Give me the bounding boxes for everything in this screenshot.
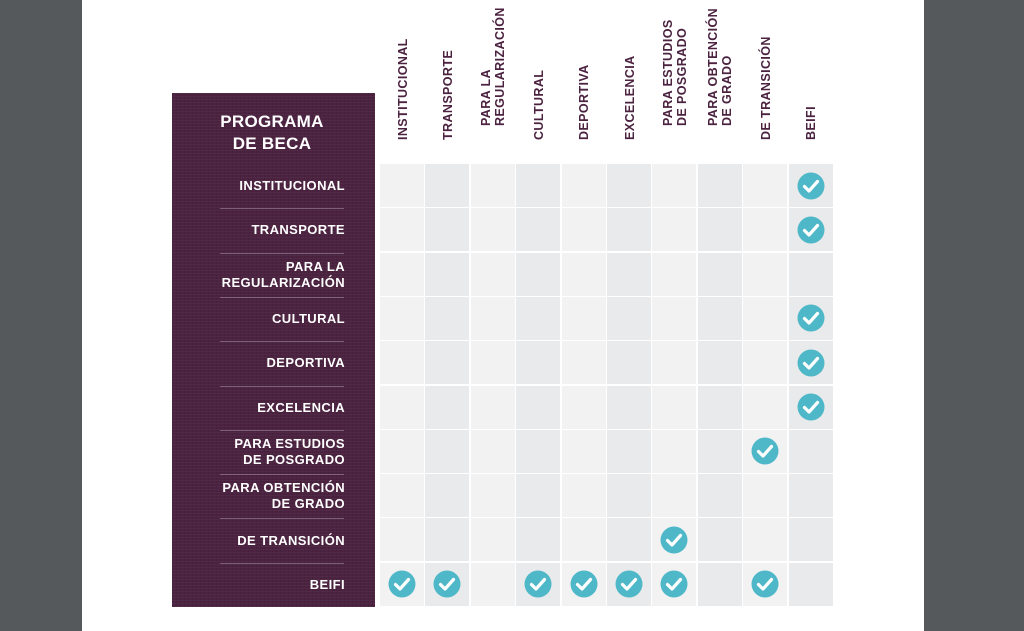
matrix-cell (652, 518, 696, 561)
matrix-cell (380, 208, 424, 251)
matrix-cell (607, 164, 651, 207)
matrix-cell (471, 297, 515, 340)
matrix-cell (698, 208, 742, 251)
matrix-cell (789, 563, 833, 606)
check-circle-icon (797, 216, 825, 244)
matrix-cell (789, 297, 833, 340)
matrix-cell (471, 474, 515, 517)
column-header (607, 0, 652, 160)
check-circle-icon (388, 570, 416, 598)
matrix-cell (652, 164, 696, 207)
matrix-cell (652, 430, 696, 473)
column-header-label: TRANSPORTE (440, 49, 455, 140)
check-circle-icon (797, 393, 825, 421)
check-circle-icon (660, 570, 688, 598)
check-circle-icon (524, 570, 552, 598)
row-divider (220, 386, 344, 387)
matrix-cell (743, 208, 787, 251)
matrix-cell (698, 563, 742, 606)
matrix-cell (607, 208, 651, 251)
matrix-cell (516, 386, 560, 429)
column-header-label: BEIFI (804, 106, 819, 140)
matrix-cell (607, 430, 651, 473)
row-divider (220, 563, 344, 564)
column-header-label: PARA ESTUDIOS DE POSGRADO (660, 19, 689, 126)
check-circle-icon (797, 304, 825, 332)
column-header (471, 0, 516, 160)
matrix-cell (607, 474, 651, 517)
matrix-cell (698, 474, 742, 517)
matrix-cell (562, 474, 606, 517)
row-header-label: BEIFI (309, 576, 345, 592)
row-divider (220, 297, 344, 298)
matrix-cell (607, 386, 651, 429)
row-header-label: EXCELENCIA (257, 399, 345, 415)
matrix-cell (743, 164, 787, 207)
matrix-cell (471, 341, 515, 384)
matrix-cell (425, 253, 469, 296)
row-header-label: DEPORTIVA (266, 355, 345, 371)
matrix-cell (743, 430, 787, 473)
matrix-cell (698, 430, 742, 473)
matrix-cell (789, 430, 833, 473)
matrix-cell (425, 518, 469, 561)
check-circle-icon (751, 570, 779, 598)
matrix-cell (743, 341, 787, 384)
matrix-cell (516, 164, 560, 207)
column-header (743, 0, 788, 160)
row-header-label: CULTURAL (272, 311, 345, 327)
column-header-label: INSTITUCIONAL (395, 38, 410, 140)
matrix-cell (425, 474, 469, 517)
matrix-cell (652, 297, 696, 340)
document-page (82, 0, 924, 631)
matrix-cell (562, 518, 606, 561)
column-header-label: DE TRANSICIÓN (758, 36, 773, 140)
matrix-cell (698, 341, 742, 384)
matrix-cell (743, 518, 787, 561)
row-divider (220, 474, 344, 475)
row-divider (220, 430, 344, 431)
matrix-cell (607, 253, 651, 296)
matrix-cell (698, 164, 742, 207)
matrix-cell (516, 253, 560, 296)
scholarship-compatibility-matrix (82, 0, 924, 631)
matrix-cell (380, 341, 424, 384)
column-header (652, 0, 697, 160)
matrix-cell (471, 164, 515, 207)
matrix-cell (380, 430, 424, 473)
matrix-cell (652, 341, 696, 384)
matrix-cell (652, 563, 696, 606)
column-header (425, 0, 470, 160)
column-header-label: PARA OBTENCIÓN DE GRADO (706, 7, 735, 126)
matrix-cell (380, 386, 424, 429)
matrix-cell (789, 518, 833, 561)
row-header-label: PARA LA REGULARIZACIÓN (221, 258, 345, 290)
matrix-cell (652, 386, 696, 429)
matrix-cell (789, 164, 833, 207)
matrix-cell (607, 563, 651, 606)
check-circle-icon (433, 570, 461, 598)
column-header-label: EXCELENCIA (622, 55, 637, 140)
matrix-cell (516, 474, 560, 517)
matrix-cell (652, 253, 696, 296)
matrix-cell (698, 253, 742, 296)
matrix-cell (743, 297, 787, 340)
matrix-cell (380, 253, 424, 296)
matrix-cell (562, 386, 606, 429)
matrix-cell (789, 386, 833, 429)
matrix-cell (471, 563, 515, 606)
matrix-cell (743, 474, 787, 517)
matrix-cell (652, 208, 696, 251)
row-header-label: PARA ESTUDIOS DE POSGRADO (234, 435, 345, 467)
matrix-cell (425, 208, 469, 251)
check-circle-icon (570, 570, 598, 598)
matrix-cell (425, 386, 469, 429)
matrix-cell (562, 563, 606, 606)
column-header-label: CULTURAL (531, 69, 546, 140)
matrix-cell (743, 563, 787, 606)
matrix-cell (516, 518, 560, 561)
column-header-label: DEPORTIVA (577, 64, 592, 140)
row-header-label: PARA OBTENCIÓN DE GRADO (222, 480, 345, 512)
row-header-label: TRANSPORTE (251, 222, 345, 238)
check-circle-icon (615, 570, 643, 598)
row-header-label: DE TRANSICIÓN (237, 532, 345, 548)
matrix-cell (789, 208, 833, 251)
matrix-cell (743, 253, 787, 296)
check-circle-icon (797, 172, 825, 200)
matrix-cell (652, 474, 696, 517)
matrix-cell (380, 563, 424, 606)
matrix-cell (789, 253, 833, 296)
matrix-cell (471, 518, 515, 561)
matrix-cell (562, 208, 606, 251)
matrix-cell (607, 297, 651, 340)
column-header (789, 0, 834, 160)
matrix-cell (743, 386, 787, 429)
row-header-label: INSTITUCIONAL (239, 178, 345, 194)
matrix-cell (471, 430, 515, 473)
matrix-cell (698, 518, 742, 561)
matrix-cell (562, 297, 606, 340)
matrix-cell (425, 297, 469, 340)
matrix-cell (516, 297, 560, 340)
matrix-cell (380, 297, 424, 340)
matrix-cell (425, 164, 469, 207)
matrix-cell (789, 474, 833, 517)
row-divider (220, 518, 344, 519)
matrix-cell (607, 518, 651, 561)
matrix-cell (562, 253, 606, 296)
matrix-cell (471, 253, 515, 296)
matrix-cell (516, 208, 560, 251)
matrix-cell (516, 563, 560, 606)
matrix-cell (516, 341, 560, 384)
column-header (380, 0, 425, 160)
matrix-cell (562, 341, 606, 384)
column-header-label: PARA LA REGULARIZACIÓN (479, 7, 508, 126)
matrix-cell (789, 341, 833, 384)
row-divider (220, 253, 344, 254)
matrix-cell (425, 563, 469, 606)
table-title: PROGRAMA DE BECA (220, 112, 324, 153)
row-divider (220, 341, 344, 342)
matrix-cell (380, 164, 424, 207)
check-circle-icon (751, 437, 779, 465)
matrix-cell (471, 386, 515, 429)
matrix-cell (425, 430, 469, 473)
row-divider (220, 208, 344, 209)
column-header (516, 0, 561, 160)
matrix-cell (471, 208, 515, 251)
matrix-cell (380, 474, 424, 517)
matrix-cell (607, 341, 651, 384)
row-header-panel (172, 93, 375, 607)
column-header (698, 0, 743, 160)
matrix-cell (516, 430, 560, 473)
matrix-cell (425, 341, 469, 384)
matrix-cell (698, 297, 742, 340)
matrix-cell (562, 164, 606, 207)
column-header (562, 0, 607, 160)
matrix-cell (698, 386, 742, 429)
check-circle-icon (797, 349, 825, 377)
matrix-cell (380, 518, 424, 561)
check-circle-icon (660, 526, 688, 554)
matrix-cell (562, 430, 606, 473)
